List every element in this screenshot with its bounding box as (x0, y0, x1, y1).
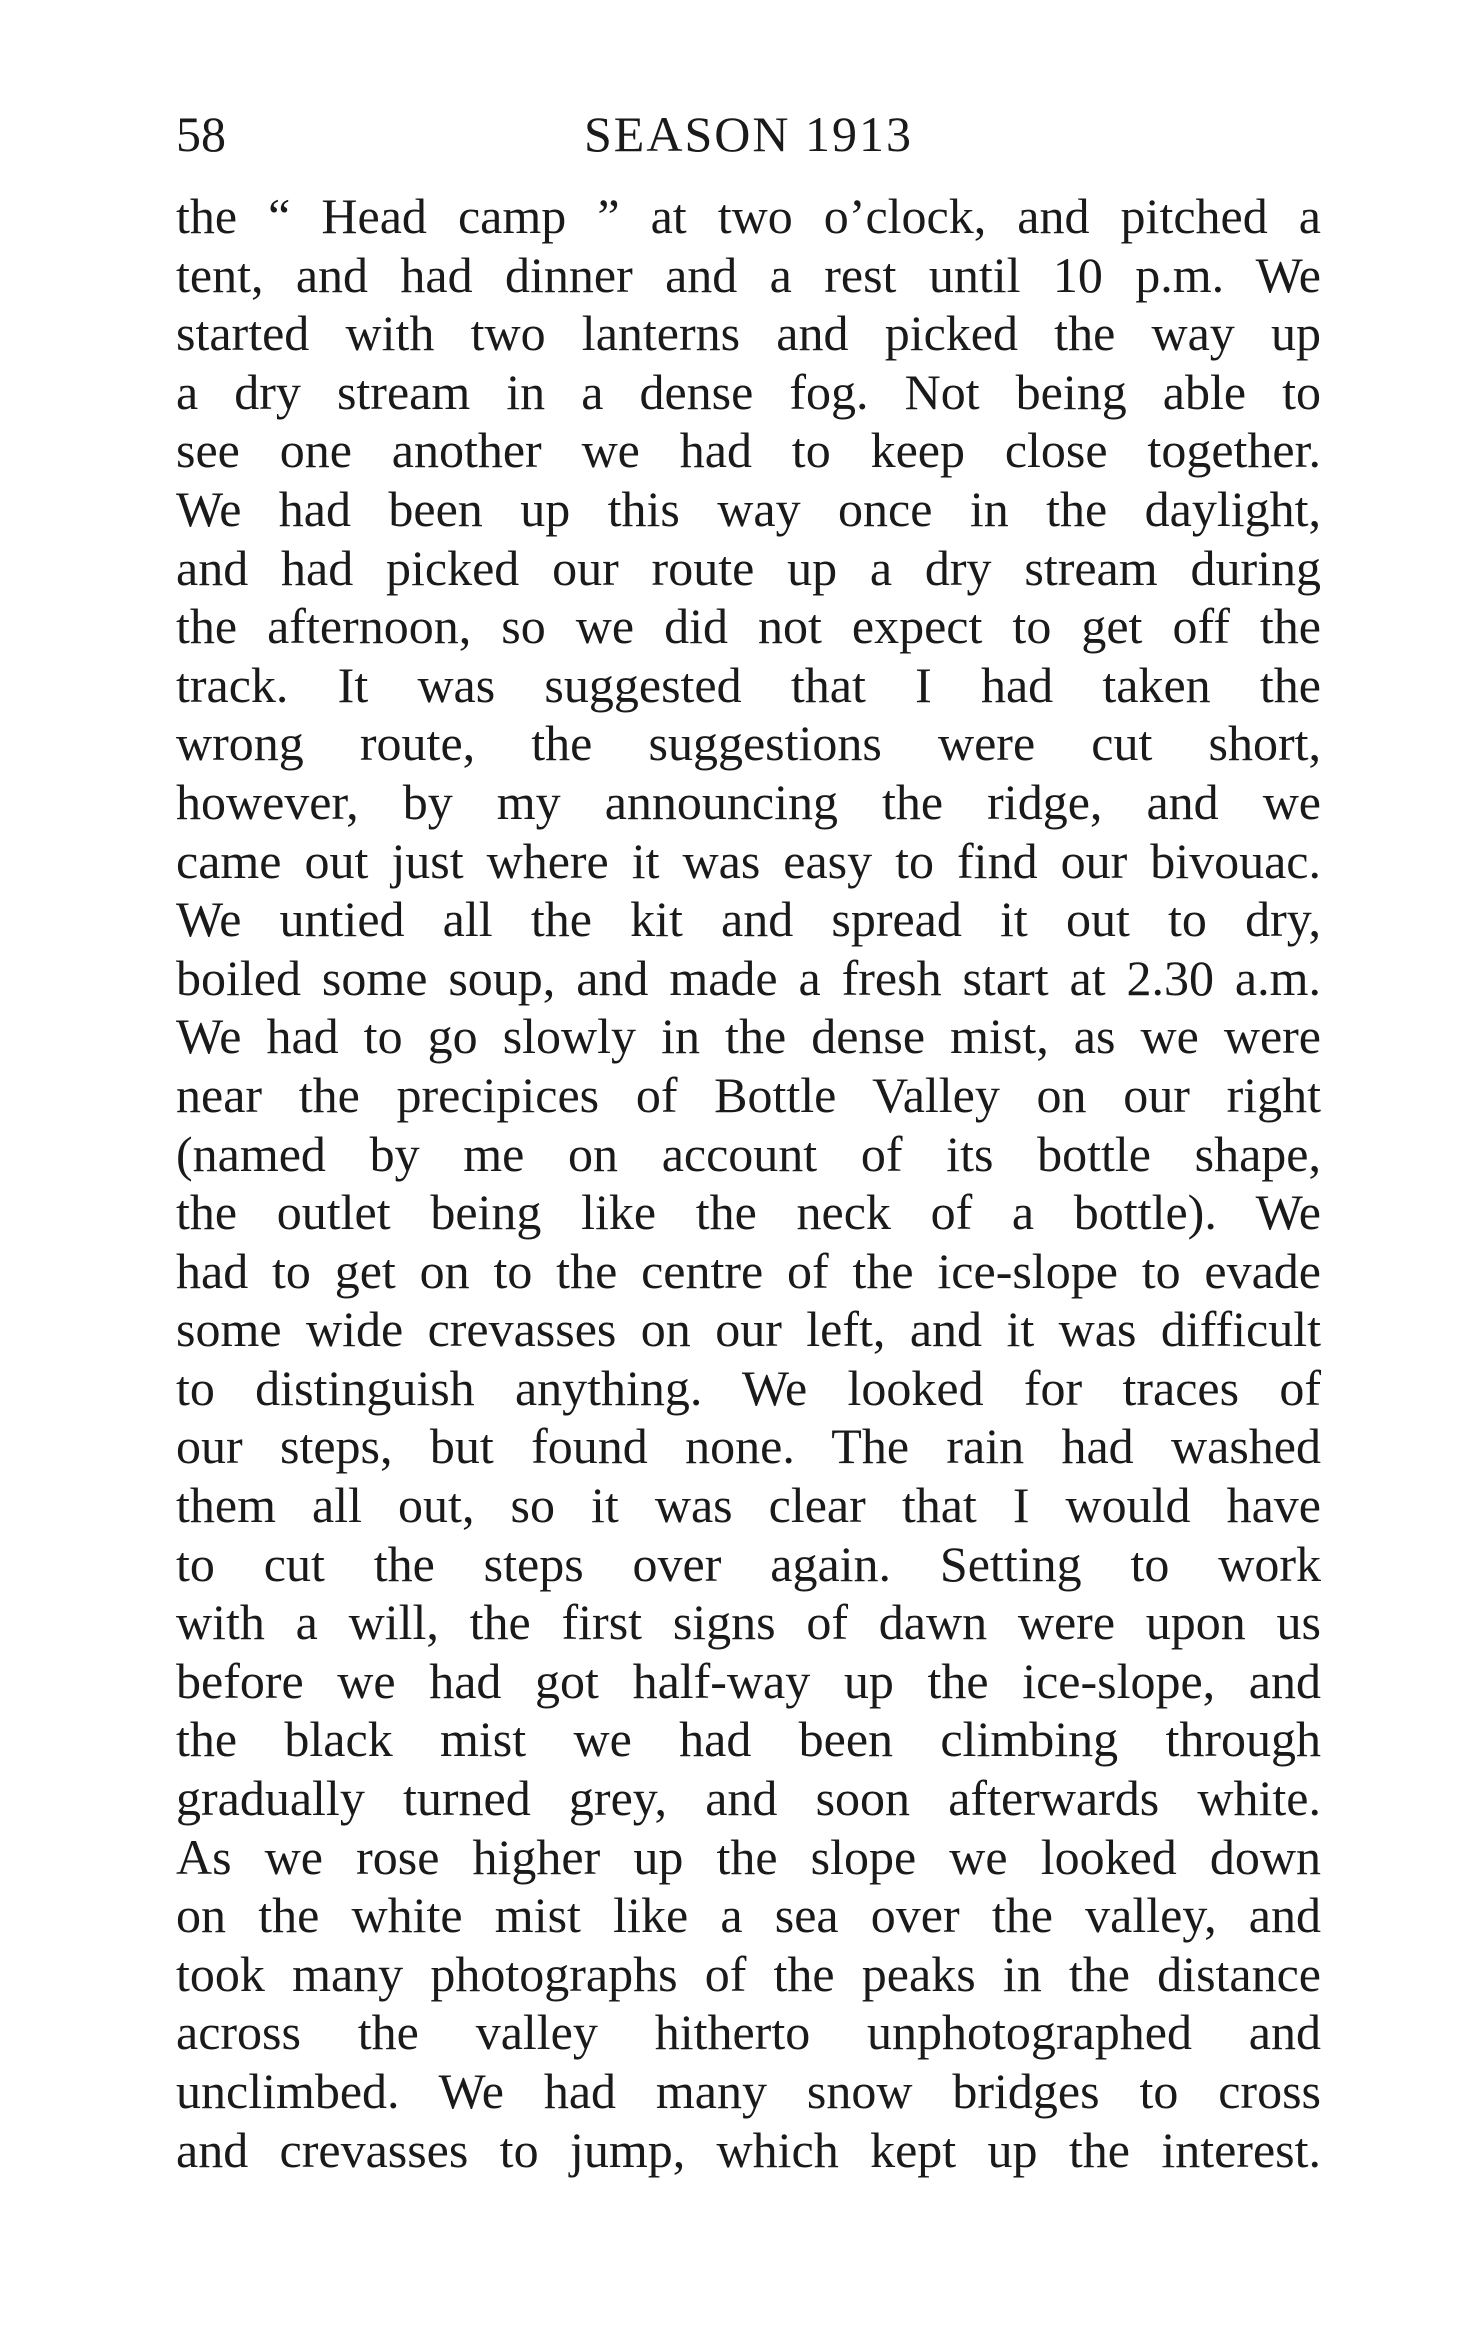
text-line: our steps, but found none. The rain had washed (176, 1418, 1321, 1475)
text-line: gradually turned grey, and soon afterwards white. (176, 1770, 1321, 1827)
text-line: came out just where it was easy to find our bivouac. (176, 832, 1321, 889)
text-line: the afternoon, so we did not expect to get off the (176, 598, 1321, 655)
text-line: unclimbed. We had many snow bridges to cross (176, 2063, 1321, 2119)
text-line: the outlet being like the neck of a bottle). We (176, 1184, 1321, 1241)
text-line: had to get on to the centre of the ice-slope to evade (176, 1242, 1321, 1299)
text-line: wrong route, the suggestions were cut short, (176, 715, 1321, 772)
text-line: the black mist we had been climbing through (176, 1711, 1321, 1768)
text-line: some wide crevasses on our left, and it was difficult (176, 1301, 1321, 1358)
text-line: to distinguish anything. We looked for traces of (176, 1359, 1321, 1416)
chapter-title: SEASON 1913 (584, 106, 913, 162)
text-line: (named by me on account of its bottle shape, (176, 1125, 1321, 1182)
text-line: see one another we had to keep close together. (176, 422, 1321, 479)
text-line: As we rose higher up the slope we looked down (176, 1828, 1321, 1885)
text-line: We had to go slowly in the dense mist, as we were (176, 1008, 1321, 1065)
text-line: to cut the steps over again. Setting to work (176, 1535, 1321, 1592)
running-head (176, 104, 1321, 164)
text-line: with a will, the first signs of dawn were upon us (176, 1594, 1321, 1651)
text-line: track. It was suggested that I had taken the (176, 656, 1321, 713)
text-line: started with two lanterns and picked the way up (176, 305, 1321, 362)
text-line: and crevasses to jump, which kept up the interest. (176, 2121, 1321, 2178)
text-line: however, by my announcing the ridge, and we (176, 773, 1321, 830)
text-line: a dry stream in a dense fog. Not being able to (176, 363, 1321, 420)
text-line: We had been up this way once in the daylight, (176, 480, 1321, 537)
text-line: near the precipices of Bottle Valley on our right (176, 1066, 1321, 1123)
text-line: across the valley hitherto unphotographed and (176, 2004, 1321, 2061)
text-line: on the white mist like a sea over the valley, and (176, 1887, 1321, 1944)
text-line: before we had got half-way up the ice-slope, and (176, 1652, 1321, 1709)
text-line: We untied all the kit and spread it out to dry, (176, 891, 1321, 948)
body-paragraph (176, 187, 1321, 2179)
text-line: tent, and had dinner and a rest until 10 p.m. We (176, 246, 1321, 303)
text-line: the “ Head camp ” at two o’clock, and pitched a (176, 188, 1321, 244)
text-line: boiled some soup, and made a fresh start at 2.30 a.m. (176, 949, 1321, 1006)
text-line: and had picked our route up a dry stream during (176, 539, 1321, 596)
text-line: took many photographs of the peaks in the distance (176, 1945, 1321, 2002)
text-line: them all out, so it was clear that I would have (176, 1477, 1321, 1534)
page-number: 58 (176, 106, 226, 162)
